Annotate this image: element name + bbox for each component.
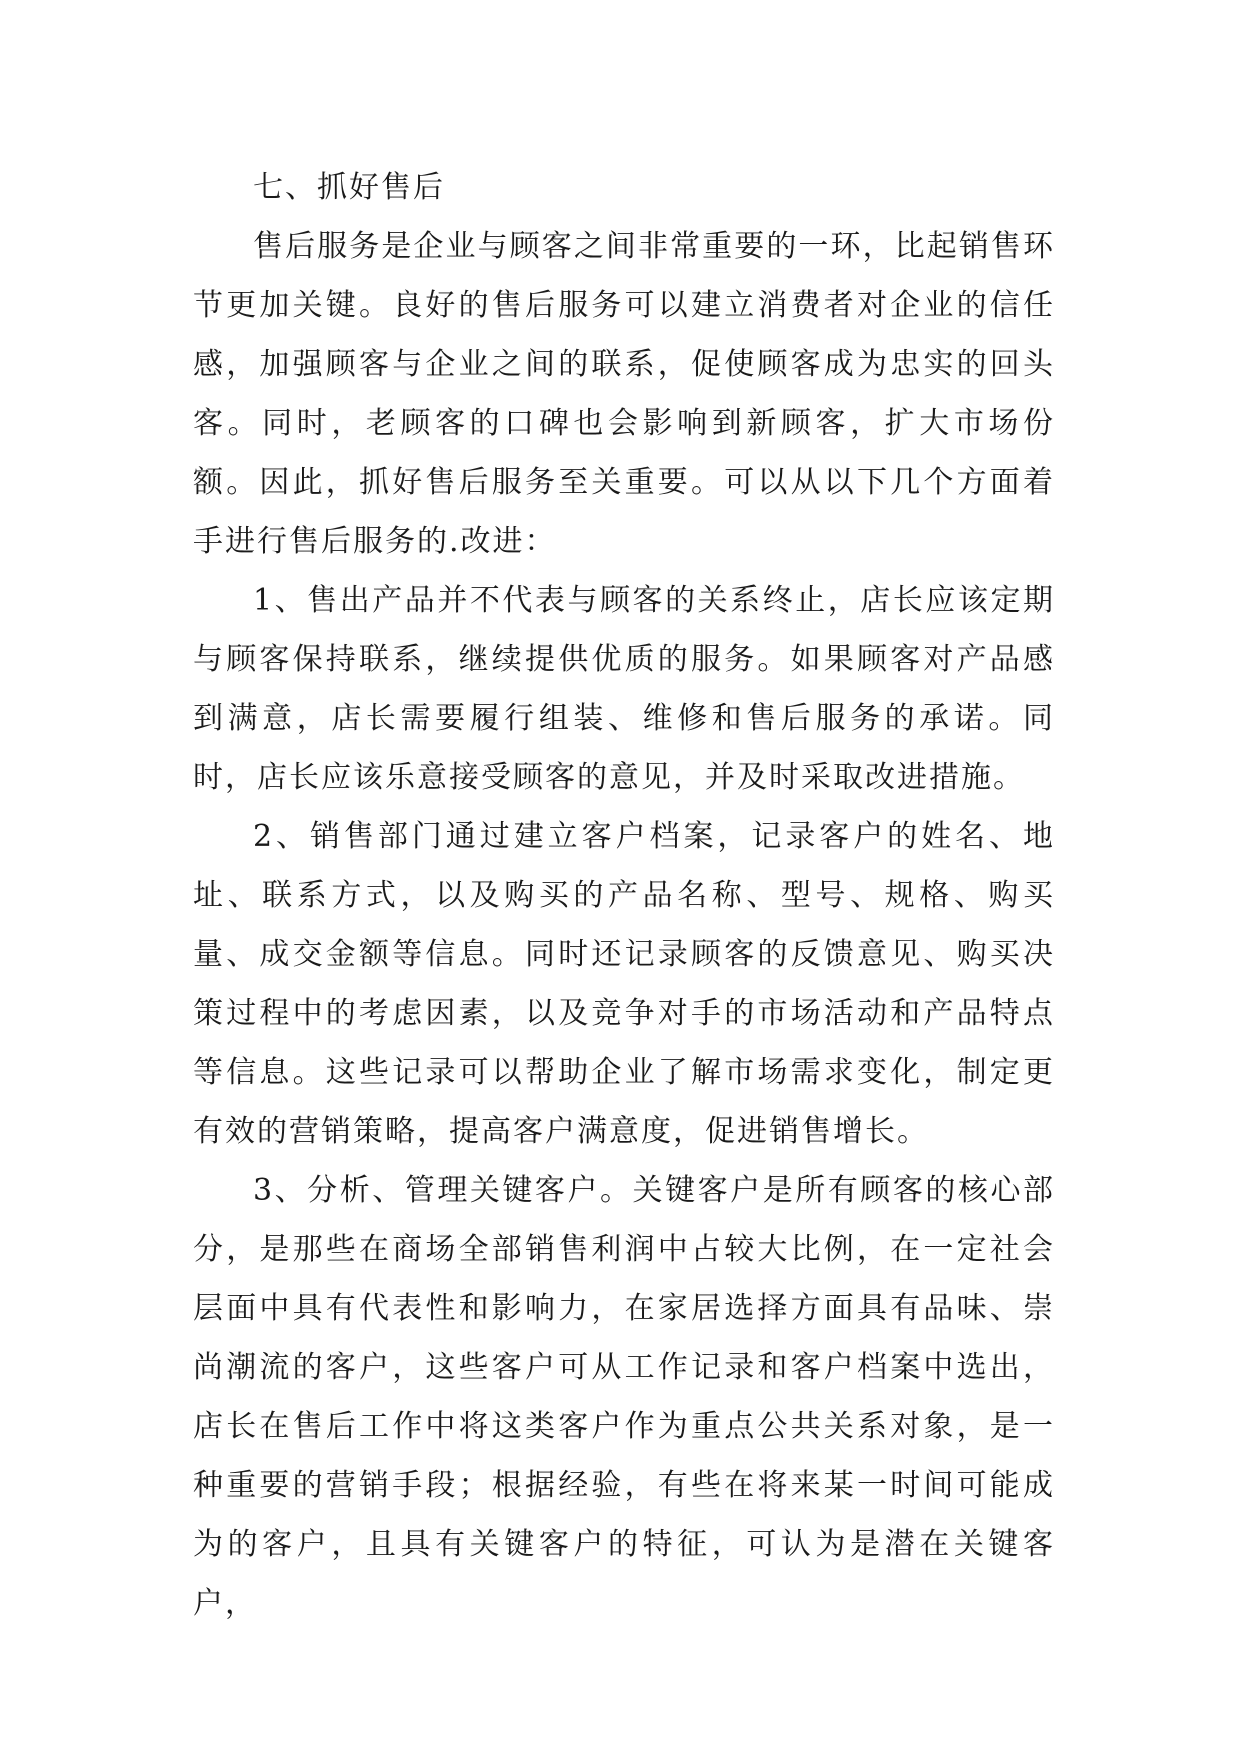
paragraph-item-2: 2、销售部门通过建立客户档案，记录客户的姓名、地址、联系方式，以及购买的产品名称、型号、规格、购买量、成交金额等信息。同时还记录顾客的反馈意见、购买决策过程中的考虑因素，以及竞争对手的市场活动和产品特点等信息。这些记录可以帮助企业了解市场需求变化，制定更有效的营销策略，提高客户满意度，促进销售增长。 <box>193 819 1055 1149</box>
paragraph-intro: 售后服务是企业与顾客之间非常重要的一环，比起销售环节更加关键。良好的售后服务可以建立消费者对企业的信任感，加强顾客与企业之间的联系，促使顾客成为忠实的回头客。同时，老顾客的口碑也会影响到新顾客，扩大市场份额。因此，抓好售后服务至关重要。可以从以下几个方面着手进行售后服务的.改进： <box>193 229 1055 559</box>
section-heading: 七、抓好售后 <box>253 170 445 205</box>
paragraph-item-1: 1、售出产品并不代表与顾客的关系终止，店长应该定期与顾客保持联系，继续提供优质的服务。如果顾客对产品感到满意，店长需要履行组装、维修和售后服务的承诺。同时，店长应该乐意接受顾客的意见，并及时采取改进措施。 <box>193 583 1055 795</box>
paragraph-item-3: 3、分析、管理关键客户。关键客户是所有顾客的核心部分，是那些在商场全部销售利润中占较大比例，在一定社会层面中具有代表性和影响力，在家居选择方面具有品味、崇尚潮流的客户，这些客户可从工作记录和客户档案中选出，店长在售后工作中将这类客户作为重点公共关系对象，是一种重要的营销手段；根据经验，有些在将来某一时间可能成为的客户，且具有关键客户的特征，可认为是潜在关键客户， <box>193 1173 1055 1621</box>
document-body <box>193 158 1055 1633</box>
